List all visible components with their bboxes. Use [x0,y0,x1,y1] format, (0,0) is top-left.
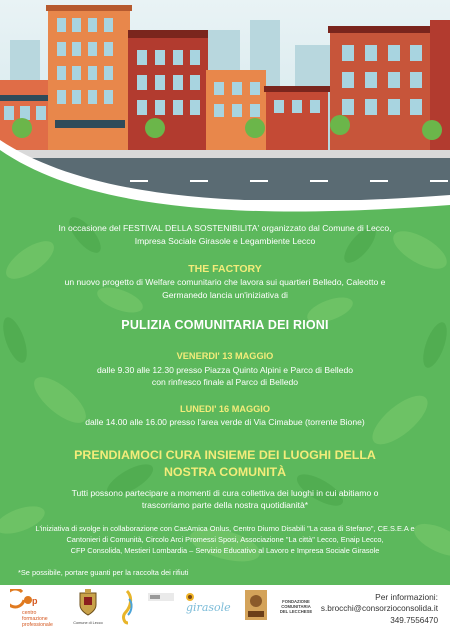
footer [0,585,450,635]
crest-icon [78,589,98,617]
slogan: PRENDIAMOCI CURA INSIEME DEI LUOGHI DELLA NOSTRA COMUNITÀ [74,448,376,479]
info-header: Per informazioni: [375,592,438,602]
factory-title: THE FACTORY [188,263,262,275]
organization-icon [146,589,176,607]
cfp-name: centro formazione professionale [22,610,53,628]
svg-text:p: p [32,596,38,606]
event2-description: dalle 14.00 alle 16.00 presso l'area verde di Via Cimabue (torrente Bione) [85,417,365,427]
contact-email[interactable]: s.brocchi@consorzioconsolida.it [320,604,438,613]
participation-text: Tutti possono partecipare a momenti di cura collettiva dei luoghi in cui abitiamo o trascorriamo parte della nostra quotidianità* [71,488,379,510]
girasole-name: girasole [186,601,231,614]
organization-logo [146,589,176,631]
legambiente-logo [118,589,136,631]
contact-phone[interactable]: 349.7556470 [390,616,438,625]
contact-info [321,591,438,627]
collaboration-text: L'iniziativa di svolge in collaborazione con CasAmica Onlus, Centro Diurno Disabili "La casa di Stefano", CE.S.E.A e Cantonieri di Comunità, Circolo Arci Promessi Sposi, Associazione "La città" Lecco, Enaip Lecco, CFP Consolida, Mestieri Lombardia – Servizio Educativo al Lavoro e Impresa Sociale Girasole [35,524,415,555]
cigno-icon [118,589,136,625]
event1-description: dalle 9.30 alle 12.30 presso Piazza Quinto Alpini e Parco di Belledo con rinfresco finale al Parco di Belledo [96,365,354,387]
event1-date: VENERDI' 13 MAGGIO [176,351,274,361]
cfp-logo-icon [10,589,40,611]
intro-text: In occasione del FESTIVAL DELLA SOSTENIBILITA' organizzato dal Comune di Lecco, Impresa Sociale Girasole e Legambiente Lecco [58,223,392,246]
factory-description: un nuovo progetto di Welfare comunitario che lavora sui quartieri Belledo, Caleotto e Germanedo lancia un'iniziativa di [64,277,386,300]
gloves-note: *Se possibile, portare guanti per la raccolta dei rifiuti [18,568,189,577]
comune-label: Comune di Lecco [73,621,103,625]
fondazione-icon [244,589,268,621]
fondazione-logo [244,589,268,631]
main-title: PULIZIA COMUNITARIA DEI RIONI [121,318,329,332]
fondazione-name: FONDAZIONE COMUNITARIA DEL LECCHESE [279,599,313,614]
event2-date: LUNEDI' 16 MAGGIO [180,404,270,414]
